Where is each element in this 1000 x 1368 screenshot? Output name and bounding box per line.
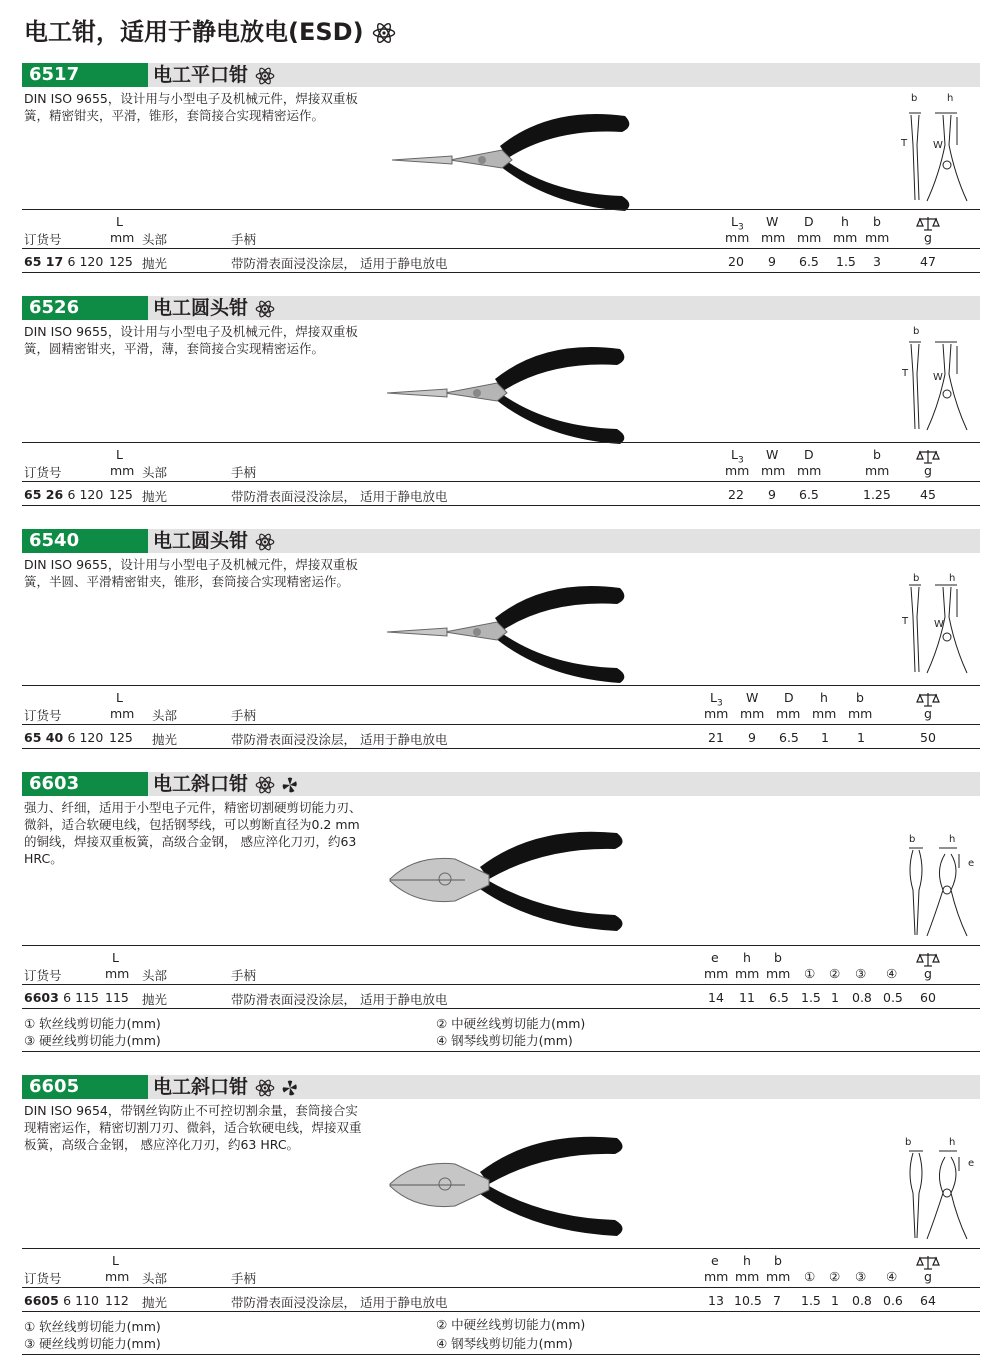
schematic-W-label: W xyxy=(933,140,943,151)
col-b-header: b xyxy=(873,447,881,462)
product-code: 6605 xyxy=(22,1075,148,1099)
col-D-header: D xyxy=(804,214,814,229)
dimension-schematic xyxy=(895,105,975,205)
product-name-text: 电工平口钳 xyxy=(153,64,249,86)
atom-esd-icon xyxy=(372,21,396,45)
col-h-header: h xyxy=(743,950,751,965)
schematic-h-label: h xyxy=(949,834,956,845)
col-D-unit: mm xyxy=(776,706,801,721)
table-bottom-rule xyxy=(22,1311,980,1312)
cell-L3: 21 xyxy=(708,730,724,745)
note-soft-wire: ① 软丝线剪切能力(mm) xyxy=(24,1016,161,1031)
order-prefix: 65 40 xyxy=(24,730,64,745)
atom-esd-icon xyxy=(255,532,275,552)
col-c3-header: ③ xyxy=(855,1269,867,1284)
schematic-b-label: b xyxy=(913,573,920,584)
col-head-header: 头部 xyxy=(142,465,168,480)
order-prefix: 65 17 xyxy=(24,254,64,269)
note-hard-wire: ③ 硬丝线剪切能力(mm) xyxy=(24,1033,161,1048)
schematic-e-label: e xyxy=(968,858,975,869)
schematic-W-label: W xyxy=(934,619,944,630)
cell-h: 10.5 xyxy=(734,1293,762,1308)
cell-h: 1 xyxy=(821,730,829,745)
cell-h: 11 xyxy=(739,990,755,1005)
table-bottom-rule xyxy=(22,1008,980,1009)
L3-label: L xyxy=(710,690,717,705)
col-W-unit: mm xyxy=(761,463,786,478)
cell-D: 6.5 xyxy=(779,730,799,745)
col-handle-header: 手柄 xyxy=(231,232,257,247)
col-L-unit: mm xyxy=(105,1269,130,1284)
product-code: 6603 xyxy=(22,772,148,796)
schematic-W-label: W xyxy=(933,372,943,383)
cell-head: 抛光 xyxy=(142,1295,168,1310)
order-suffix: 6 110 xyxy=(63,1293,99,1308)
cell-D: 6.5 xyxy=(799,254,819,269)
col-handle-header: 手柄 xyxy=(231,465,257,480)
cell-L: 115 xyxy=(105,990,129,1005)
col-b-header: b xyxy=(873,214,881,229)
L3-sub: 3 xyxy=(716,698,723,709)
notes-bottom-rule xyxy=(22,1354,980,1355)
atom-esd-icon xyxy=(255,66,275,86)
product-description: DIN ISO 9654，带钢丝钩防止不可控切割余量，套筒接合实现精密运作，精密切割刀刃、微斜，适合软硬电线，焊接双重板簧，高级合金钢， 感应淬化刀刃，约63 HRC。 xyxy=(24,1103,362,1152)
col-b-header: b xyxy=(856,690,864,705)
schematic-h-label: h xyxy=(947,93,954,104)
cell-head: 抛光 xyxy=(152,732,178,747)
cell-g: 45 xyxy=(920,487,936,502)
table-top-rule xyxy=(22,685,980,686)
col-b-unit: mm xyxy=(766,1269,791,1284)
cell-L: 112 xyxy=(105,1293,129,1308)
cell-L: 125 xyxy=(109,730,133,745)
product-name xyxy=(153,1075,299,1099)
diagonal-cutter-image xyxy=(385,1119,635,1251)
atom-esd-icon xyxy=(255,1078,275,1098)
cell-h: 1.5 xyxy=(836,254,856,269)
table-header-rule xyxy=(22,248,980,249)
table-top-rule xyxy=(22,442,980,443)
product-description: 强力、纤细，适用于小型电子元件，精密切割硬剪切能力刃、微斜，适合软硬电线，包括钢琴线，可以剪断直径为0.2 mm的铜线，焊接双重板簧，高级合金钢， 感应淬化刀刃，约63 HRC。 xyxy=(24,800,362,866)
product-name-text: 电工圆头钳 xyxy=(153,297,249,319)
cell-handle: 带防滑表面浸没涂层， 适用于静电放电 xyxy=(231,256,448,271)
col-head-header: 头部 xyxy=(152,708,178,723)
col-c2-header: ② xyxy=(829,1269,841,1284)
schematic-h-label: h xyxy=(949,1137,956,1148)
col-handle-header: 手柄 xyxy=(231,968,257,983)
schematic-b-label: b xyxy=(911,93,918,104)
table-bottom-rule xyxy=(22,272,980,273)
cell-handle: 带防滑表面浸没涂层， 适用于静电放电 xyxy=(231,992,448,1007)
order-number xyxy=(24,254,103,269)
col-g-unit: g xyxy=(924,966,932,981)
table-top-rule xyxy=(22,945,980,946)
col-L-header: L xyxy=(116,690,123,705)
L3-label: L xyxy=(731,214,738,229)
cell-c1: 1.5 xyxy=(801,1293,821,1308)
product-code: 6517 xyxy=(22,63,148,87)
schematic-b-label: b xyxy=(913,326,920,337)
col-head-header: 头部 xyxy=(142,232,168,247)
col-D-header: D xyxy=(784,690,794,705)
cell-head: 抛光 xyxy=(142,992,168,1007)
cell-c4: 0.6 xyxy=(883,1293,903,1308)
col-W-header: W xyxy=(766,214,779,229)
col-L3-unit: mm xyxy=(725,230,750,245)
col-h-header: h xyxy=(841,214,849,229)
atom-esd-icon xyxy=(255,299,275,319)
notes-bottom-rule xyxy=(22,1051,980,1052)
table-bottom-rule xyxy=(22,505,980,506)
cell-b: 1 xyxy=(857,730,865,745)
col-g-unit: g xyxy=(924,1269,932,1284)
col-D-unit: mm xyxy=(797,463,822,478)
col-L3-unit: mm xyxy=(704,706,729,721)
cell-e: 13 xyxy=(708,1293,724,1308)
table-header-rule xyxy=(22,724,980,725)
col-b-header: b xyxy=(774,1253,782,1268)
order-suffix: 6 120 xyxy=(67,730,104,745)
table-top-rule xyxy=(22,209,980,210)
cell-g: 47 xyxy=(920,254,936,269)
L3-sub: 3 xyxy=(737,455,744,466)
col-g-unit: g xyxy=(924,706,932,721)
col-W-header: W xyxy=(766,447,779,462)
note-hard-wire: ③ 硬丝线剪切能力(mm) xyxy=(24,1336,161,1351)
cutting-fan-icon xyxy=(281,776,299,794)
col-order-header: 订货号 xyxy=(24,968,62,983)
product-code: 6540 xyxy=(22,529,148,553)
cell-c3: 0.8 xyxy=(852,990,872,1005)
col-h-unit: mm xyxy=(735,966,760,981)
col-c4-header: ④ xyxy=(886,1269,898,1284)
col-c1-header: ① xyxy=(804,1269,816,1284)
order-suffix: 6 115 xyxy=(63,990,99,1005)
cell-L3: 20 xyxy=(728,254,744,269)
col-order-header: 订货号 xyxy=(24,1271,62,1286)
dimension-schematic xyxy=(895,1143,975,1243)
schematic-b-label: b xyxy=(909,834,916,845)
cell-W: 9 xyxy=(748,730,756,745)
col-head-header: 头部 xyxy=(142,1271,168,1286)
cell-head: 抛光 xyxy=(142,256,168,271)
dimension-schematic xyxy=(895,334,975,434)
cutting-fan-icon xyxy=(281,1079,299,1097)
product-name xyxy=(153,63,275,87)
cell-c4: 0.5 xyxy=(883,990,903,1005)
col-L-header: L xyxy=(116,214,123,229)
schematic-T-label: T xyxy=(902,616,909,627)
cell-b: 7 xyxy=(773,1293,781,1308)
cell-L: 125 xyxy=(109,254,133,269)
product-name-text: 电工圆头钳 xyxy=(153,530,249,552)
col-L-header: L xyxy=(112,950,119,965)
note-piano-wire: ④ 钢琴线剪切能力(mm) xyxy=(436,1033,573,1048)
col-b-unit: mm xyxy=(865,230,890,245)
cell-W: 9 xyxy=(768,487,776,502)
order-number xyxy=(24,730,103,745)
flat-nose-pliers-image xyxy=(390,95,640,227)
col-D-unit: mm xyxy=(797,230,822,245)
product-description: DIN ISO 9655，设计用与小型电子及机械元件，焊接双重板簧，精密钳夹，平滑，锥形，套筒接合实现精密运作。 xyxy=(24,91,358,123)
col-g-unit: g xyxy=(924,463,932,478)
schematic-h-label: h xyxy=(949,573,956,584)
half-round-nose-pliers-image xyxy=(385,567,635,699)
cell-head: 抛光 xyxy=(142,489,168,504)
order-number xyxy=(24,487,103,502)
col-L-header: L xyxy=(112,1253,119,1268)
col-h-unit: mm xyxy=(735,1269,760,1284)
order-suffix: 6 120 xyxy=(67,487,104,502)
col-b-unit: mm xyxy=(766,966,791,981)
cell-c1: 1.5 xyxy=(801,990,821,1005)
col-order-header: 订货号 xyxy=(24,232,62,247)
cell-c2: 1 xyxy=(831,990,839,1005)
page-title xyxy=(24,12,396,47)
order-prefix: 65 26 xyxy=(24,487,64,502)
col-L-unit: mm xyxy=(110,463,135,478)
order-suffix: 6 120 xyxy=(67,254,104,269)
col-h-unit: mm xyxy=(812,706,837,721)
L3-label: L xyxy=(731,447,738,462)
col-e-header: e xyxy=(711,1253,719,1268)
col-L-unit: mm xyxy=(105,966,130,981)
note-medium-wire: ② 中硬丝线剪切能力(mm) xyxy=(436,1016,586,1031)
cell-b: 3 xyxy=(873,254,881,269)
col-h-header: h xyxy=(743,1253,751,1268)
col-handle-header: 手柄 xyxy=(231,1271,257,1286)
page-title-text: 电工钳，适用于静电放电(ESD) xyxy=(24,18,364,46)
schematic-e-label: e xyxy=(968,1158,975,1169)
col-c3-header: ③ xyxy=(855,966,867,981)
cell-c2: 1 xyxy=(831,1293,839,1308)
col-h-unit: mm xyxy=(833,230,858,245)
col-order-header: 订货号 xyxy=(24,465,62,480)
order-prefix: 6603 xyxy=(24,990,59,1005)
col-handle-header: 手柄 xyxy=(231,708,257,723)
cell-c3: 0.8 xyxy=(852,1293,872,1308)
cell-e: 14 xyxy=(708,990,724,1005)
order-prefix: 6605 xyxy=(24,1293,59,1308)
product-description: DIN ISO 9655，设计用与小型电子及机械元件，焊接双重板簧，圆精密钳夹，平滑，薄，套筒接合实现精密运作。 xyxy=(24,324,358,356)
cell-handle: 带防滑表面浸没涂层， 适用于静电放电 xyxy=(231,489,448,504)
table-header-rule xyxy=(22,481,980,482)
atom-esd-icon xyxy=(255,775,275,795)
cell-L3: 22 xyxy=(728,487,744,502)
col-b-unit: mm xyxy=(865,463,890,478)
col-c4-header: ④ xyxy=(886,966,898,981)
col-g-unit: g xyxy=(924,230,932,245)
order-number xyxy=(24,990,99,1005)
cell-g: 60 xyxy=(920,990,936,1005)
col-c2-header: ② xyxy=(829,966,841,981)
product-description: DIN ISO 9655，设计用与小型电子及机械元件，焊接双重板簧，半圆、平滑精密钳夹，锥形，套筒接合实现精密运作。 xyxy=(24,557,358,589)
L3-sub: 3 xyxy=(737,222,744,233)
note-soft-wire: ① 软丝线剪切能力(mm) xyxy=(24,1319,161,1334)
table-header-rule xyxy=(22,1287,980,1288)
col-e-header: e xyxy=(711,950,719,965)
note-medium-wire: ② 中硬丝线剪切能力(mm) xyxy=(436,1317,586,1332)
col-L-header: L xyxy=(116,447,123,462)
cell-handle: 带防滑表面浸没涂层， 适用于静电放电 xyxy=(231,1295,448,1310)
col-b-unit: mm xyxy=(848,706,873,721)
cell-L: 125 xyxy=(109,487,133,502)
col-W-unit: mm xyxy=(740,706,765,721)
schematic-T-label: T xyxy=(901,138,908,149)
col-D-header: D xyxy=(804,447,814,462)
col-L-unit: mm xyxy=(110,230,135,245)
round-nose-pliers-image xyxy=(385,328,635,460)
product-name xyxy=(153,772,299,796)
schematic-b-label: b xyxy=(905,1137,912,1148)
col-L3-unit: mm xyxy=(725,463,750,478)
col-h-header: h xyxy=(820,690,828,705)
diagonal-cutter-image xyxy=(385,814,635,946)
col-head-header: 头部 xyxy=(142,968,168,983)
cell-D: 6.5 xyxy=(799,487,819,502)
col-W-unit: mm xyxy=(761,230,786,245)
note-piano-wire: ④ 钢琴线剪切能力(mm) xyxy=(436,1336,573,1351)
col-e-unit: mm xyxy=(704,1269,729,1284)
cell-b: 6.5 xyxy=(769,990,789,1005)
product-name-text: 电工斜口钳 xyxy=(153,1076,249,1098)
table-header-rule xyxy=(22,984,980,985)
order-number xyxy=(24,1293,99,1308)
col-L-unit: mm xyxy=(110,706,135,721)
table-bottom-rule xyxy=(22,748,980,749)
cell-g: 64 xyxy=(920,1293,936,1308)
dimension-schematic xyxy=(895,840,975,940)
col-e-unit: mm xyxy=(704,966,729,981)
table-top-rule xyxy=(22,1248,980,1249)
cell-b: 1.25 xyxy=(863,487,891,502)
col-b-header: b xyxy=(774,950,782,965)
cell-g: 50 xyxy=(920,730,936,745)
product-code: 6526 xyxy=(22,296,148,320)
product-name-text: 电工斜口钳 xyxy=(153,773,249,795)
col-W-header: W xyxy=(746,690,759,705)
col-c1-header: ① xyxy=(804,966,816,981)
cell-W: 9 xyxy=(768,254,776,269)
product-name xyxy=(153,529,275,553)
cell-handle: 带防滑表面浸没涂层， 适用于静电放电 xyxy=(231,732,448,747)
col-order-header: 订货号 xyxy=(24,708,62,723)
product-name xyxy=(153,296,275,320)
schematic-T-label: T xyxy=(902,368,909,379)
